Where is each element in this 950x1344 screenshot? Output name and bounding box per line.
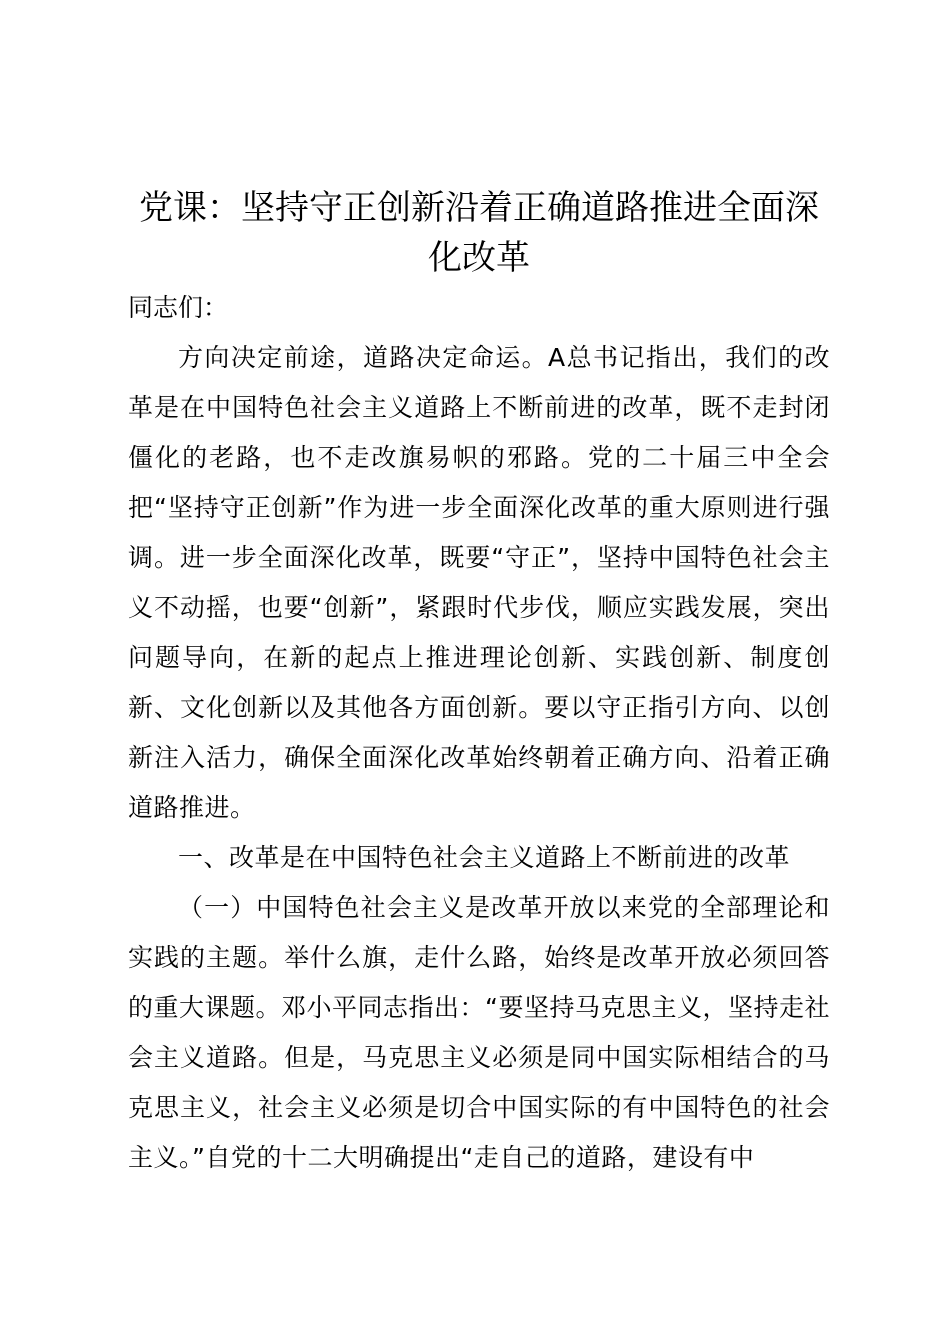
document-title: 党课：坚持守正创新沿着正确道路推进全面深化改革 [139, 188, 819, 278]
salutation: 同志们： [128, 293, 229, 322]
section-heading-1: 一、改革是在中国特色社会主义道路上不断前进的改革 [178, 843, 791, 872]
paragraph-section-1-1: （一）中国特色社会主义是改革开放以来党的全部理论和实践的主题。举什么旗，走什么路，始终是改革开放必须回答的重大课题。邓小平同志指出：“要坚持马克思主义，坚持走社会主义道路。但是，马克思主义必须是同中国实际相结合的马克思主义，社会主义必须是切合中国实际的有中国特色的社会主义。”自党的十二大明确提出“走自己的道路，建设有中 [128, 893, 830, 1172]
document-page [128, 183, 830, 1183]
paragraph-intro: 方向决定前途，道路决定命运。A总书记指出，我们的改革是在中国特色社会主义道路上不断前进的改革，既不走封闭僵化的老路，也不走改旗易帜的邪路。党的二十届三中全会把“坚持守正创新”作为进一步全面深化改革的重大原则进行强调。进一步全面深化改革，既要“守正”，坚持中国特色社会主义不动摇，也要“创新”，紧跟时代步伐，顺应实践发展，突出问题导向，在新的起点上推进理论创新、实践创新、制度创新、文化创新以及其他各方面创新。要以守正指引方向、以创新注入活力，确保全面深化改革始终朝着正确方向、沿着正确道路推进。 [128, 343, 830, 822]
